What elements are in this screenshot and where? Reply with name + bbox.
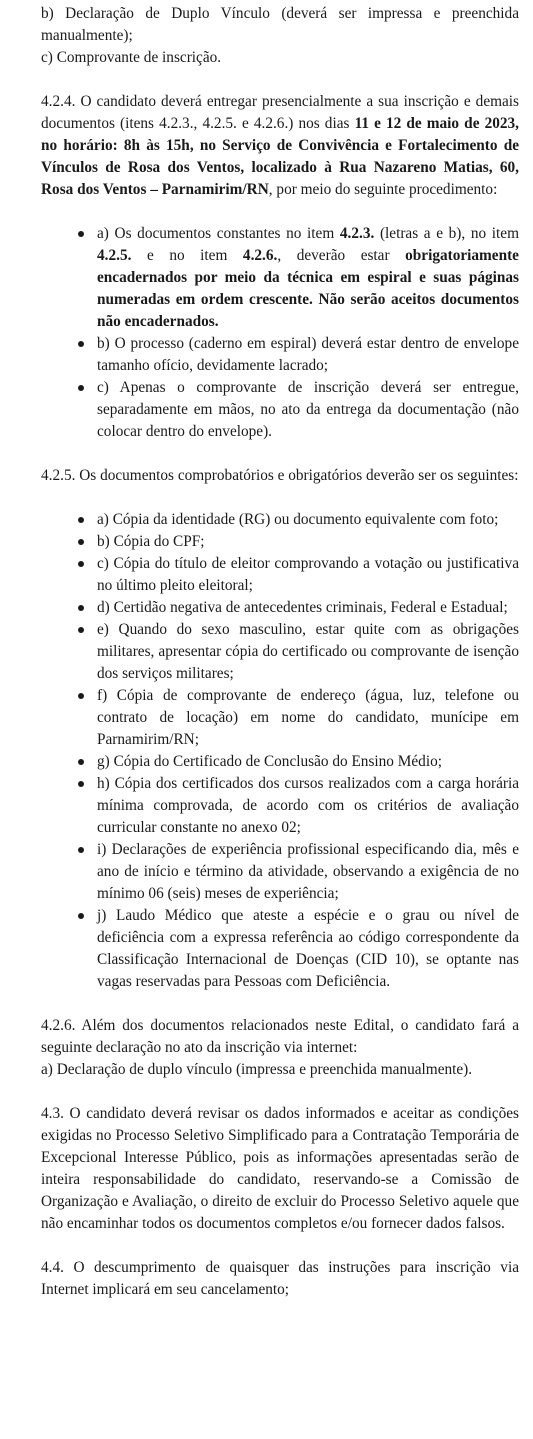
section-4-2-4-bold-text: 11 e 12 de maio de 2023, no horário: 8h às 15h, no Serviço de Convivência e Fortalecimento de Vínculos de Rosa dos Ventos, localizado à Rua Nazareno Matias, 60, Rosa dos Ventos – Parnamirim/RN bbox=[41, 115, 519, 198]
list-item: e) Quando do sexo masculino, estar quite com as obrigações militares, apresentar cópia do certificado ou comprovante de isenção dos serviços militares; bbox=[97, 619, 519, 685]
list-item: g) Cópia do Certificado de Conclusão do Ensino Médio; bbox=[97, 751, 519, 773]
list-item: f) Cópia de comprovante de endereço (água, luz, telefone ou contrato de locação) em nome do candidato, munícipe em Parnamirim/RN; bbox=[97, 685, 519, 751]
list-item: c) Apenas o comprovante de inscrição deverá ser entregue, separadamente em mãos, no ato da entrega da documentação (não colocar dentro do envelope). bbox=[97, 377, 519, 443]
section-4-2-4-text-2: , por meio do seguinte procedimento: bbox=[268, 181, 498, 198]
bullet-icon bbox=[78, 781, 84, 787]
bullet-icon bbox=[78, 231, 84, 237]
section-4-2-5-intro: 4.2.5. Os documentos comprobatórios e obrigatórios deverão ser os seguintes: bbox=[41, 467, 519, 484]
list-item: d) Certidão negativa de antecedentes criminais, Federal e Estadual; bbox=[97, 597, 519, 619]
bullet-icon bbox=[78, 539, 84, 545]
list-item: h) Cópia dos certificados dos cursos realizados com a carga horária mínima comprovada, de acordo com os critérios de avaliação curricular constante no anexo 02; bbox=[97, 773, 519, 839]
bullet-icon bbox=[78, 561, 84, 567]
list-item: b) Cópia do CPF; bbox=[97, 531, 519, 553]
section-4-3-paragraph: 4.3. O candidato deverá revisar os dados informados e aceitar as condições exigidas no Processo Seletivo Simplificado para a Contratação Temporária de Excepcional Interesse Público, pois as informações apresentadas serão de inteira responsabilidade do candidato, reservando-se a Comissão de Organização e Avaliação, o direito de excluir do Processo Seletivo aquele que não encaminhar todos os documentos completos e/ou fornecer dados falsos. bbox=[41, 1105, 519, 1232]
list-item: a) Os documentos constantes no item 4.2.3. (letras a e b), no item 4.2.5. e no item 4.2.6., deverão estar obrigatoriamente encadernados por meio da técnica em espiral e suas páginas numeradas em ordem crescente. Não serão aceitos documentos não encadernados. bbox=[97, 223, 519, 333]
section-4-2-4-bullet-list bbox=[41, 223, 519, 443]
bullet-icon bbox=[78, 341, 84, 347]
section-4-2-5-bullet-list bbox=[41, 509, 519, 993]
list-item: c) Cópia do título de eleitor comprovando a votação ou justificativa no último pleito eleitoral; bbox=[97, 553, 519, 597]
section-4-2-6-item-a: a) Declaração de duplo vínculo (impressa e preenchida manualmente). bbox=[41, 1061, 473, 1078]
bullet-icon bbox=[78, 605, 84, 611]
bullet-icon bbox=[78, 847, 84, 853]
bullet-icon bbox=[78, 693, 84, 699]
section-4-4-paragraph: 4.4. O descumprimento de quaisquer das instruções para inscrição via Internet implicará em seu cancelamento; bbox=[41, 1259, 519, 1298]
bullet-icon bbox=[78, 517, 84, 523]
bullet-icon bbox=[78, 913, 84, 919]
bullet-icon bbox=[78, 759, 84, 765]
item-b-declaracao: b) Declaração de Duplo Vínculo (deverá ser impressa e preenchida manualmente); bbox=[41, 5, 519, 44]
list-item: i) Declarações de experiência profissional especificando dia, mês e ano de início e término da atividade, observando a exigência de no mínimo 06 (seis) meses de experiência; bbox=[97, 839, 519, 905]
bullet-icon bbox=[78, 385, 84, 391]
list-item: j) Laudo Médico que ateste a espécie e o grau ou nível de deficiência com a expressa referência ao código correspondente da Classificação Internacional de Doenças (CID 10), se optante nas vagas reservadas para Pessoas com Deficiência. bbox=[97, 905, 519, 993]
bullet-icon bbox=[78, 627, 84, 633]
section-4-2-4-text-1: 4.2.4. O candidato deverá entregar presencialmente a sua inscrição e demais documentos (itens 4.2.3., 4.2.5. e 4.2.6.) nos dias bbox=[41, 93, 519, 132]
section-4-2-4-paragraph bbox=[41, 91, 519, 201]
list-item: a) Cópia da identidade (RG) ou documento equivalente com foto; bbox=[97, 509, 519, 531]
section-4-2-6-paragraph: 4.2.6. Além dos documentos relacionados neste Edital, o candidato fará a seguinte declaração no ato da inscrição via internet: bbox=[41, 1017, 519, 1056]
item-c-comprovante: c) Comprovante de inscrição. bbox=[41, 49, 222, 66]
list-item: b) O processo (caderno em espiral) deverá estar dentro de envelope tamanho ofício, devidamente lacrado; bbox=[97, 333, 519, 377]
